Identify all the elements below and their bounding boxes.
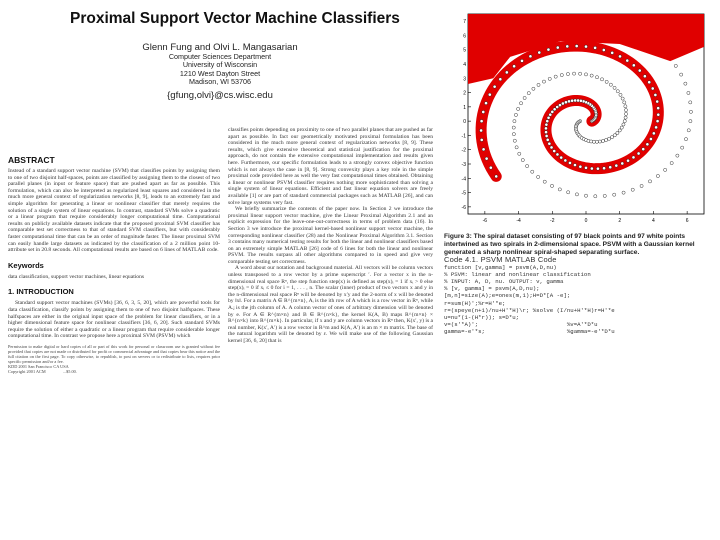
spiral-point — [568, 161, 571, 164]
spiral-point — [485, 157, 488, 160]
spiral-point — [546, 138, 549, 141]
spiral-point — [515, 146, 518, 149]
middle-column — [228, 127, 433, 536]
spiral-point — [621, 162, 624, 165]
spiral-point — [676, 154, 679, 157]
spiral-point — [654, 93, 657, 96]
spiral-point — [571, 99, 574, 102]
spiral-figure — [450, 8, 712, 228]
spiral-point — [637, 152, 640, 155]
spiral-point — [648, 180, 651, 183]
spiral-point — [604, 138, 607, 141]
y-tick-label: -2 — [461, 147, 466, 154]
spiral-point — [479, 129, 482, 132]
spiral-point — [611, 51, 614, 54]
author-univ: University of Wisconsin — [182, 60, 258, 70]
spiral-point — [649, 137, 652, 140]
spiral-point — [556, 46, 559, 49]
y-tick-label: -5 — [461, 190, 466, 197]
spiral-point — [548, 142, 551, 145]
spiral-point — [646, 143, 649, 146]
spiral-point — [596, 167, 599, 170]
spiral-point — [632, 64, 635, 67]
spiral-point — [689, 101, 692, 104]
spiral-point — [640, 184, 643, 187]
spiral-point — [680, 73, 683, 76]
author-email: {gfung,olvi}@cs.wisc.edu — [167, 89, 273, 101]
spiral-point — [689, 120, 692, 123]
permission-notice: Permission to make digital or hard copies of all or part of this work for personal or classroom use is granted without fee provided that copies are not made or distributed for profit or commercial advantage and that copies bear this notice and the full citation on the first page. To copy otherwise, to republish, to post on servers or to redistribute to lists, requires prior specific permission and/or a fee. — [8, 343, 220, 364]
spiral-point — [594, 195, 597, 198]
body-paragraph-1: classifies points depending on proximity to one of two parallel planes that are pushed as far apart as possible. In fact our geometrically motivated proximal formulation has been considered in the much more general context of regularization networks [8, 9]. These results, which give extensive theoretical and statistical justification for the proximal approach, do not contain the extensive computational implementation and results given here. Furthermore, our specific formulation leads to a strongly convex objective function which is not always the case in [8, 9]. Strong convexity plays a key role in the simple proximal code provided here as well the very fast computational times obtained. Obtaining a linear or nonlinear PSVM classifier requires nothing more sophisticated than solving a single system of linear equations. Efficient and fast linear equation solvers are freely available [1] or are part of standard commercial packages such as MATLAB [26], and can solve large systems very fast. — [228, 127, 433, 206]
spiral-point — [657, 107, 660, 110]
spiral-point — [605, 80, 608, 83]
spiral-point — [553, 149, 556, 152]
spiral-point — [519, 102, 522, 105]
y-tick-label: 5 — [463, 47, 466, 54]
spiral-point — [575, 44, 578, 47]
right-column — [444, 233, 716, 533]
spiral-point — [523, 96, 526, 99]
spiral-point — [590, 167, 593, 170]
author-names: Glenn Fung and Olvi L. Mangasarian — [142, 42, 298, 53]
intro-paragraph: Standard support vector machines (SVMs) [36, 6, 3, 5, 20], which are powerful tools for data classification, classify points by assigning them to one of two disjoint halfspaces. These halfspaces are either in the original input space of the problem for linear classifiers, or in a higher dimensional feature space for nonlinear classifiers [36, 6, 20]. Such standard SVMs require the solution of either a quadratic or a linear program that require considerable longer computational time. In contrast we propose here a proximal SVM (PSVM) which — [8, 300, 220, 340]
spiral-point — [529, 55, 532, 58]
spiral-point — [595, 140, 598, 143]
spiral-point — [622, 191, 625, 194]
spiral-point — [560, 73, 563, 76]
spiral-point — [619, 93, 622, 96]
spiral-point — [560, 156, 563, 159]
spiral-point — [527, 92, 530, 95]
spiral-point — [592, 140, 595, 143]
y-tick-label: 0 — [463, 119, 466, 126]
spiral-point — [518, 152, 521, 155]
spiral-point — [615, 164, 618, 167]
spiral-point — [579, 165, 582, 168]
spiral-point — [681, 146, 684, 149]
spiral-point — [561, 102, 564, 105]
spiral-point — [567, 191, 570, 194]
spiral-point — [520, 59, 523, 62]
spiral-point — [543, 180, 546, 183]
spiral-point — [648, 81, 651, 84]
spiral-point — [505, 71, 508, 74]
spiral-point — [656, 174, 659, 177]
spiral-point — [584, 166, 587, 169]
code-title: Code 4.1. PSVM MATLAB Code — [444, 255, 557, 264]
y-tick-label: -1 — [461, 133, 466, 140]
spiral-point — [621, 97, 624, 100]
code-line: r=sum(H)';%r=H'*e; — [444, 299, 506, 307]
spiral-point — [493, 85, 496, 88]
spiral-point — [624, 112, 627, 115]
author-block — [140, 42, 300, 102]
code-line: % PSVM: linear and nonlinear classification — [444, 270, 591, 278]
spiral-point — [531, 170, 534, 173]
spiral-point — [657, 113, 660, 116]
spiral-point — [626, 59, 629, 62]
spiral-point — [513, 139, 516, 142]
spiral-point — [684, 82, 687, 85]
spiral-point — [556, 153, 559, 156]
spiral-point — [603, 194, 606, 197]
keywords-heading: Keywords — [8, 260, 44, 270]
copyright-line: Copyright 2001 ACM — [8, 368, 46, 374]
spiral-point — [584, 45, 587, 48]
spiral-point — [575, 193, 578, 196]
y-tick-label: 7 — [463, 19, 466, 26]
spiral-point — [684, 138, 687, 141]
code-line: v=(s'*A)'; %v=A'*D*u — [444, 321, 598, 329]
spiral-point — [624, 116, 627, 119]
spiral-point — [512, 133, 515, 136]
spiral-point — [613, 193, 616, 196]
spiral-point — [674, 64, 677, 67]
spiral-point — [623, 101, 626, 104]
y-tick-label: 1 — [463, 104, 466, 111]
spiral-point — [624, 105, 627, 108]
x-tick-label: -4 — [516, 218, 521, 224]
spiral-point — [517, 107, 520, 110]
spiral-point — [521, 158, 524, 161]
spiral-point — [545, 134, 548, 137]
body-paragraph-2: We briefly summarize the contents of the paper now. In Section 2 we introduce the proximal linear support vector machine, give the Linear Proximal Algorithm 2.1 and an explicit expression for the leave-one-out-correctness in terms of problem data (16). In Section 3 we introduce the proximal kernel-based nonlinear support vector machine, the corresponding nonlinear classifier (28) and the Nonlinear Proximal Algorithm 3.1. Section 3 contains many numerical testing results for both the linear and nonlinear classifiers based on an extremely simple MATLAB [26] code of 6 lines for both the linear and nonlinear PSVM. The results surpass all other algorithms compared to in speed and give very comparable testing set correctness. — [228, 206, 433, 265]
spiral-point — [618, 55, 621, 58]
spiral-point — [553, 108, 556, 111]
spiral-point — [652, 132, 655, 135]
spiral-point — [537, 83, 540, 86]
figure-caption: Figure 3: The spiral dataset consisting of 97 black points and 97 white points intertwined as two spirals in 2-dimensional space. PSVM with a Gaussian kernel generated a sharp nonlinear spiral-shaped separating surface. — [444, 233, 695, 256]
spiral-point — [556, 105, 559, 108]
spiral-point — [564, 159, 567, 162]
spiral-point — [579, 72, 582, 75]
spiral-point — [654, 126, 657, 129]
spiral-point — [550, 146, 553, 149]
x-tick-label: -6 — [482, 218, 488, 224]
y-tick-label: -6 — [461, 204, 466, 211]
spiral-point — [687, 91, 690, 94]
spiral-point — [664, 168, 667, 171]
spiral-point — [482, 110, 485, 113]
code-block — [444, 264, 716, 336]
code-line: gamma=-e'*s; %gamma=-e'*D*u — [444, 328, 615, 336]
y-tick-label: -3 — [461, 162, 466, 168]
spiral-point — [538, 51, 541, 54]
spiral-point — [620, 126, 623, 129]
spiral-point — [631, 188, 634, 191]
spiral-point — [607, 137, 610, 140]
y-tick-label: 4 — [463, 62, 466, 68]
spiral-point — [482, 148, 485, 151]
spiral-point — [549, 113, 552, 116]
code-line: r=(speye(n+1)/nu+H'*H)\r; %solve (I/nu+H'*H)r=H'*e — [444, 306, 615, 314]
spiral-point — [656, 120, 659, 123]
code-line: % INPUT: A, D, nu. OUTPUT: v, gamma — [444, 278, 564, 285]
spiral-point — [514, 113, 517, 116]
spiral-point — [572, 72, 575, 75]
spiral-point — [584, 194, 587, 197]
abstract-text: Instead of a standard support vector machine (SVM) that classifies points by assigning them to one of two disjoint half-spaces, points are classified by assigning them to the closest of two parallel planes (in input or feature space) that are pushed apart as far as possible. This formulation, which can also be interpreted as regularized least squares and considered in the much more general context of regularization networks [8, 9], leads to an extremely fast and simple algorithm for generating a linear or nonlinear classifier that merely requires the solution of a single system of linear equations. In contrast, standard SVMs solve a quadratic or a linear program that require considerably longer computational time. Computational results on publicly available datasets indicate that the proposed proximal SVM classifier has comparable test set correctness to that of standard SVM classifiers, but with considerably faster computational time that can be an order of magnitude faster. The linear proximal SVM can easily handle large datasets as indicated by the classification of a 2 million point 10-attribute set in 20.8 seconds. All computational results are based on 6 lines of MATLAB code. — [8, 168, 220, 254]
code-line: function [v,gamma] = psvm(A,D,nu) — [444, 263, 557, 271]
spiral-point — [613, 86, 616, 89]
spiral-point — [484, 102, 487, 105]
spiral-point — [513, 65, 516, 68]
spiral-point — [643, 75, 646, 78]
code-line: % [v, gamma] = psvm(A,D,nu); — [444, 285, 540, 293]
spiral-point — [609, 83, 612, 86]
spiral-point — [512, 126, 515, 129]
spiral-point — [610, 136, 613, 139]
spiral-point — [537, 175, 540, 178]
spiral-point — [602, 48, 605, 51]
spiral-point — [480, 120, 483, 123]
x-tick-label: -2 — [550, 218, 555, 224]
spiral-point — [689, 110, 692, 113]
spiral-point — [545, 123, 548, 126]
spiral-point — [642, 148, 645, 151]
spiral-point — [566, 45, 569, 48]
spiral-point — [542, 80, 545, 83]
x-tick-label: 0 — [584, 218, 588, 224]
spiral-point — [573, 163, 576, 166]
spiral-point — [548, 77, 551, 80]
spiral-point — [551, 110, 554, 113]
spiral-point — [480, 138, 483, 141]
spiral-point — [595, 76, 598, 79]
paper-title: Proximal Support Vector Machine Classifiers — [70, 10, 400, 27]
spiral-point — [622, 123, 625, 126]
author-city: Madison, WI 53706 — [189, 77, 251, 87]
spiral-point — [593, 46, 596, 49]
spiral-point — [488, 93, 491, 96]
spiral-point — [651, 87, 654, 90]
abstract-heading: ABSTRACT — [8, 155, 55, 165]
spiral-point — [623, 120, 626, 123]
code-line: [m,n]=size(A);e=ones(m,1);H=D*[A -e]; — [444, 292, 571, 300]
spiral-point — [598, 140, 601, 143]
spiral-point — [626, 159, 629, 162]
spiral-point — [576, 99, 579, 102]
x-tick-label: 4 — [652, 218, 655, 224]
price-line: ...$5.00. — [62, 368, 77, 374]
y-tick-label: 3 — [463, 76, 466, 83]
body-paragraph-3: A word about our notation and background material. All vectors will be column vectors unless transposed to a row vector by a prime superscript ′. For a vector x in the n-dimensional real space Rⁿ, the step function step(x) is defined as step(x)ᵢ = 1 if xᵢ > 0 else step(x)ᵢ = 0 if xᵢ ≤ 0 for i = 1, . . . , n. The scalar (inner) product of two vectors x and y in the n-dimensional real space Rⁿ will be denoted by x′y and the 2-norm of x will be denoted by ‖x‖. For a matrix A ∈ R^{m×n}, Aᵢ is the ith row of A which is a row vector in Rⁿ, while A.ⱼ is the jth column of A. A column vector of ones of arbitrary dimension will be denoted by e. For A ∈ R^{m×n} and B ∈ R^{n×k}, the kernel K(A, B) maps R^{m×n} × R^{n×k} into R^{m×k}. In particular, if x and y are column vectors in Rⁿ then, K(x′, y) is a real number, K(x′, A′) is a row vector in R^m and K(A, A′) is an m × m matrix. The base of the natural logarithm will be denoted by ε. We will make use of the following Gaussian kernel [36, 6, 20] that is — [228, 265, 433, 344]
spiral-point — [558, 104, 561, 107]
spiral-point — [600, 78, 603, 81]
conference-line: KDD 2001 San Francisco CA USA — [8, 363, 69, 369]
spiral-point — [499, 78, 502, 81]
spiral-point — [547, 116, 550, 119]
spiral-point — [687, 129, 690, 132]
spiral-point — [544, 131, 547, 134]
spiral-point — [670, 161, 673, 164]
spiral-point — [567, 100, 570, 103]
spiral-point — [584, 73, 587, 76]
spiral-point — [558, 188, 561, 191]
spiral-point — [495, 175, 498, 178]
author-dept: Computer Sciences Department — [168, 52, 272, 61]
y-tick-label: 2 — [463, 90, 466, 97]
spiral-point — [550, 184, 553, 187]
spiral-point — [532, 87, 535, 90]
x-tick-label: 2 — [618, 218, 622, 224]
author-street: 1210 West Dayton Street — [179, 68, 261, 78]
spiral-point — [624, 109, 627, 112]
spiral-point — [489, 166, 492, 169]
spiral-point — [547, 48, 550, 51]
spiral-point — [554, 75, 557, 78]
spiral-point — [513, 120, 516, 123]
spiral-point — [544, 127, 547, 130]
spiral-point — [602, 167, 605, 170]
left-column — [8, 155, 220, 535]
spiral-point — [574, 99, 577, 102]
x-tick-label: 6 — [685, 218, 689, 224]
spiral-point — [616, 90, 619, 93]
spiral-point — [564, 101, 567, 104]
y-tick-label: -4 — [461, 176, 466, 183]
spiral-point — [613, 134, 616, 137]
spiral-point — [638, 69, 641, 72]
spiral-point — [632, 156, 635, 159]
spiral-point — [601, 139, 604, 142]
spiral-point — [590, 74, 593, 77]
spiral-point — [618, 129, 621, 132]
spiral-point — [656, 100, 659, 103]
keywords-text: data classification, support vector machines, linear equations — [8, 273, 145, 280]
spiral-point — [616, 131, 619, 134]
code-line: u=nu*(1-(H*r)); s=D*u; — [444, 314, 520, 322]
spiral-point — [526, 164, 529, 167]
y-tick-label: 6 — [463, 33, 466, 40]
spiral-point — [546, 120, 549, 123]
spiral-point — [609, 166, 612, 169]
intro-heading: 1. INTRODUCTION — [8, 287, 74, 297]
spiral-point — [566, 72, 569, 75]
